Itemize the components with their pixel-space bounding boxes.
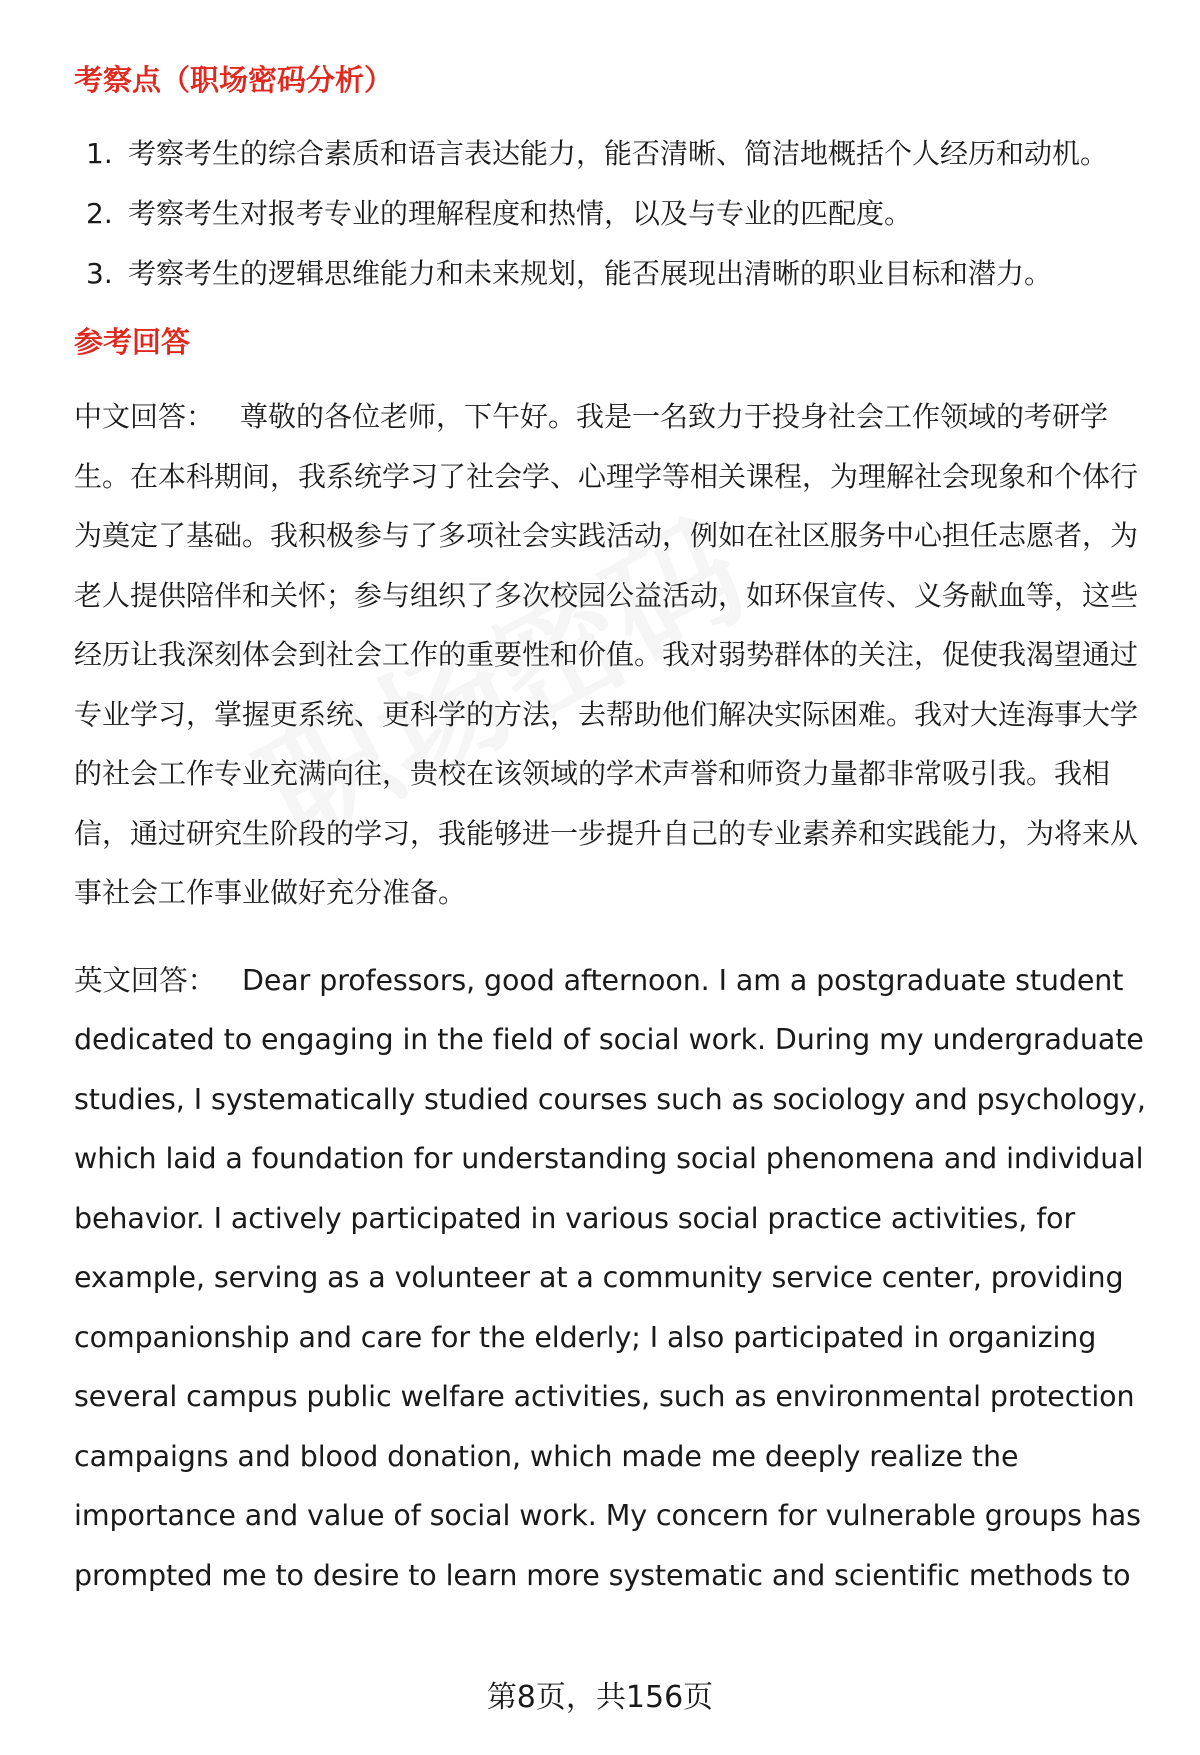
list-item-number: 1.	[86, 137, 113, 170]
list-item-number: 2.	[86, 197, 113, 230]
chinese-answer	[74, 387, 1159, 923]
chinese-answer-label: 中文回答：	[74, 400, 215, 433]
page-number: 第8页，共156页	[486, 1680, 714, 1715]
list-item	[74, 124, 1159, 184]
list-item	[74, 184, 1159, 244]
list-item	[74, 244, 1159, 304]
english-answer	[74, 951, 1159, 1606]
english-answer-label: 英文回答：	[74, 963, 217, 997]
list-item-text: 考察考生的逻辑思维能力和未来规划，能否展现出清晰的职业目标和潜力。	[128, 257, 1053, 290]
section-heading-assessment: 考察点（职场密码分析）	[74, 63, 394, 97]
list-item-text: 考察考生对报考专业的理解程度和热情，以及与专业的匹配度。	[128, 197, 913, 230]
chinese-answer-text: 尊敬的各位老师，下午好。我是一名致力于投身社会工作领域的考研学生。在本科期间，我系统学习了社会学、心理学等相关课程，为理解社会现象和个体行为奠定了基础。我积极参与了多项社会实践活动，例如在社区服务中心担任志愿者，为老人提供陪伴和关怀；参与组织了多次校园公益活动，如环保宣传、义务献血等，这些经历让我深刻体会到社会工作的重要性和价值。我对弱势群体的关注，促使我渴望通过专业学习，掌握更系统、更科学的方法，去帮助他们解决实际困难。我对大连海事大学的社会工作专业充满向往，贵校在该领域的学术声誉和师资力量都非常吸引我。我相信，通过研究生阶段的学习，我能够进一步提升自己的专业素养和实践能力，为将来从事社会工作事业做好充分准备。	[74, 400, 1139, 909]
english-answer-text: Dear professors, good afternoon. I am a postgraduate student dedicated to engaging in the field of social work. During my undergraduate studies, I systematically studied courses such as sociology and psychology, which laid a foundation for understanding social phenomena and individual behavior. I actively participated in various social practice activities, for example, serving as a volunteer at a community service center, providing companionship and care for the elderly; I also participated in organizing several campus public welfare activities, such as environmental protection campaigns and blood donation, which made me deeply realize the importance and value of social work. My concern for vulnerable groups has prompted me to desire to learn more systematic and scientific methods to	[74, 963, 1146, 1592]
section-heading-reference-answer: 参考回答	[74, 325, 191, 359]
assessment-list	[74, 124, 1159, 304]
list-item-text: 考察考生的综合素质和语言表达能力，能否清晰、简洁地概括个人经历和动机。	[128, 137, 1109, 170]
content	[74, 56, 1159, 1605]
list-item-number: 3.	[86, 257, 113, 290]
